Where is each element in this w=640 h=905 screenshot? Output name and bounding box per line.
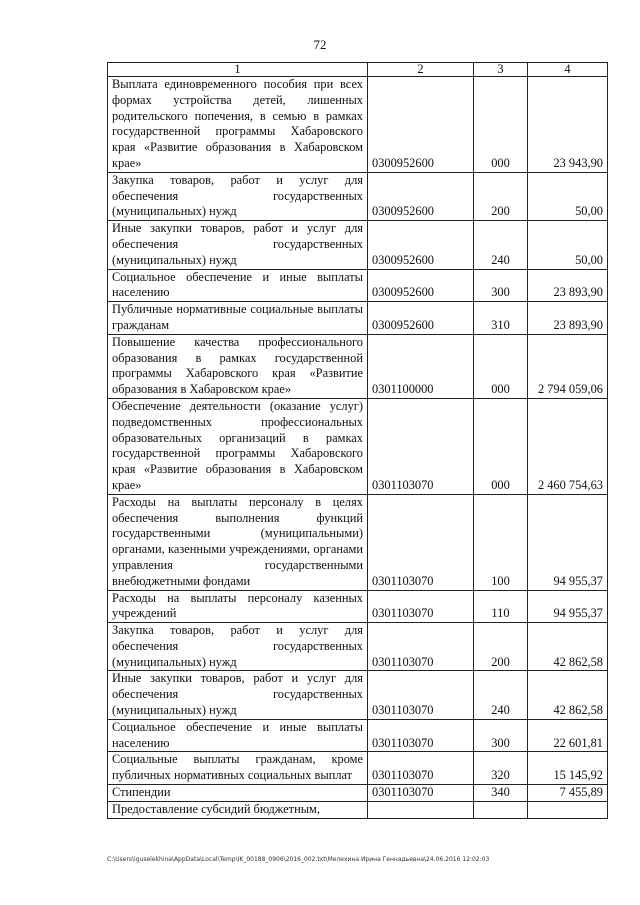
table-row bbox=[108, 269, 608, 302]
row-code-cell: 0301103070 bbox=[368, 494, 474, 590]
table-row bbox=[108, 752, 608, 785]
row-code-cell bbox=[368, 801, 474, 818]
file-path-footer: C:\Users\iguselekhina\AppData\Local\Temp\IK_00188_0906\2016_002.txt\Мелехина Ирина Геннадьевна\24.06.2016 12:02:03 bbox=[107, 856, 490, 863]
table-row bbox=[108, 398, 608, 494]
row-sum-cell: 2 794 059,06 bbox=[528, 334, 608, 398]
row-expense-type-cell: 000 bbox=[474, 334, 528, 398]
row-sum-cell: 15 145,92 bbox=[528, 752, 608, 785]
row-name-cell: Социальное обеспечение и иные выплаты населению bbox=[108, 269, 368, 302]
row-code-cell: 0301103070 bbox=[368, 785, 474, 802]
row-sum-cell: 22 601,81 bbox=[528, 719, 608, 752]
row-name-cell: Социальное обеспечение и иные выплаты населению bbox=[108, 719, 368, 752]
row-expense-type-cell bbox=[474, 801, 528, 818]
row-name-cell: Закупка товаров, работ и услуг для обеспечения государственных (муниципальных) нужд bbox=[108, 623, 368, 671]
row-sum-cell: 2 460 754,63 bbox=[528, 398, 608, 494]
row-code-cell: 0301103070 bbox=[368, 752, 474, 785]
row-name-cell: Социальные выплаты гражданам, кроме публичных нормативных социальных выплат bbox=[108, 752, 368, 785]
row-code-cell: 0300952600 bbox=[368, 221, 474, 269]
table-row bbox=[108, 801, 608, 818]
row-sum-cell: 7 455,89 bbox=[528, 785, 608, 802]
row-name-cell: Расходы на выплаты персоналу в целях обеспечения выполнения функций государственными (муниципальными) органами, казенными учреждениями, органами управления государственными внебюджетными фондами bbox=[108, 494, 368, 590]
row-code-cell: 0301103070 bbox=[368, 671, 474, 719]
table-row bbox=[108, 302, 608, 335]
row-sum-cell: 42 862,58 bbox=[528, 623, 608, 671]
table-row bbox=[108, 334, 608, 398]
column-header-2: 2 bbox=[368, 63, 474, 77]
row-name-cell: Закупка товаров, работ и услуг для обеспечения государственных (муниципальных) нужд bbox=[108, 172, 368, 220]
row-expense-type-cell: 340 bbox=[474, 785, 528, 802]
column-header-1: 1 bbox=[108, 63, 368, 77]
row-code-cell: 0300952600 bbox=[368, 172, 474, 220]
table-header-row bbox=[108, 63, 608, 77]
row-expense-type-cell: 300 bbox=[474, 269, 528, 302]
row-expense-type-cell: 300 bbox=[474, 719, 528, 752]
row-name-cell: Предоставление субсидий бюджетным, bbox=[108, 801, 368, 818]
row-name-cell: Повышение качества профессионального образования в рамках государственной программы Хабаровского края «Развитие образования в Хабаровском крае» bbox=[108, 334, 368, 398]
row-expense-type-cell: 240 bbox=[474, 221, 528, 269]
row-expense-type-cell: 100 bbox=[474, 494, 528, 590]
row-sum-cell bbox=[528, 801, 608, 818]
row-name-cell: Публичные нормативные социальные выплаты гражданам bbox=[108, 302, 368, 335]
table-row bbox=[108, 623, 608, 671]
row-sum-cell: 50,00 bbox=[528, 221, 608, 269]
row-code-cell: 0301103070 bbox=[368, 719, 474, 752]
table-row bbox=[108, 719, 608, 752]
row-name-cell: Иные закупки товаров, работ и услуг для обеспечения государственных (муниципальных) нужд bbox=[108, 671, 368, 719]
table-row bbox=[108, 172, 608, 220]
table-row bbox=[108, 785, 608, 802]
column-header-3: 3 bbox=[474, 63, 528, 77]
row-code-cell: 0301103070 bbox=[368, 398, 474, 494]
row-expense-type-cell: 240 bbox=[474, 671, 528, 719]
row-code-cell: 0301103070 bbox=[368, 590, 474, 623]
row-expense-type-cell: 310 bbox=[474, 302, 528, 335]
row-code-cell: 0300952600 bbox=[368, 269, 474, 302]
row-expense-type-cell: 110 bbox=[474, 590, 528, 623]
row-expense-type-cell: 000 bbox=[474, 77, 528, 173]
row-code-cell: 0301103070 bbox=[368, 623, 474, 671]
table-row bbox=[108, 221, 608, 269]
row-name-cell: Расходы на выплаты персоналу казенных учреждений bbox=[108, 590, 368, 623]
row-sum-cell: 23 893,90 bbox=[528, 302, 608, 335]
table-row bbox=[108, 671, 608, 719]
row-name-cell: Выплата единовременного пособия при всех формах устройства детей, лишенных родительского попечения, в семью в рамках государственной программы Хабаровского края «Развитие образования в Хабаровском крае» bbox=[108, 77, 368, 173]
row-sum-cell: 23 893,90 bbox=[528, 269, 608, 302]
budget-table bbox=[107, 62, 608, 819]
row-code-cell: 0300952600 bbox=[368, 77, 474, 173]
row-sum-cell: 23 943,90 bbox=[528, 77, 608, 173]
row-sum-cell: 42 862,58 bbox=[528, 671, 608, 719]
row-expense-type-cell: 200 bbox=[474, 172, 528, 220]
row-name-cell: Обеспечение деятельности (оказание услуг) подведомственных профессиональных образовательных организаций в рамках государственной программы Хабаровского края «Развитие образования в Хабаровском крае» bbox=[108, 398, 368, 494]
row-sum-cell: 94 955,37 bbox=[528, 590, 608, 623]
row-sum-cell: 94 955,37 bbox=[528, 494, 608, 590]
row-expense-type-cell: 320 bbox=[474, 752, 528, 785]
row-expense-type-cell: 000 bbox=[474, 398, 528, 494]
row-sum-cell: 50,00 bbox=[528, 172, 608, 220]
column-header-4: 4 bbox=[528, 63, 608, 77]
table-row bbox=[108, 494, 608, 590]
row-code-cell: 0300952600 bbox=[368, 302, 474, 335]
row-expense-type-cell: 200 bbox=[474, 623, 528, 671]
row-name-cell: Стипендии bbox=[108, 785, 368, 802]
table-row bbox=[108, 590, 608, 623]
table-row bbox=[108, 77, 608, 173]
row-code-cell: 0301100000 bbox=[368, 334, 474, 398]
row-name-cell: Иные закупки товаров, работ и услуг для обеспечения государственных (муниципальных) нужд bbox=[108, 221, 368, 269]
page-number: 72 bbox=[313, 37, 327, 52]
